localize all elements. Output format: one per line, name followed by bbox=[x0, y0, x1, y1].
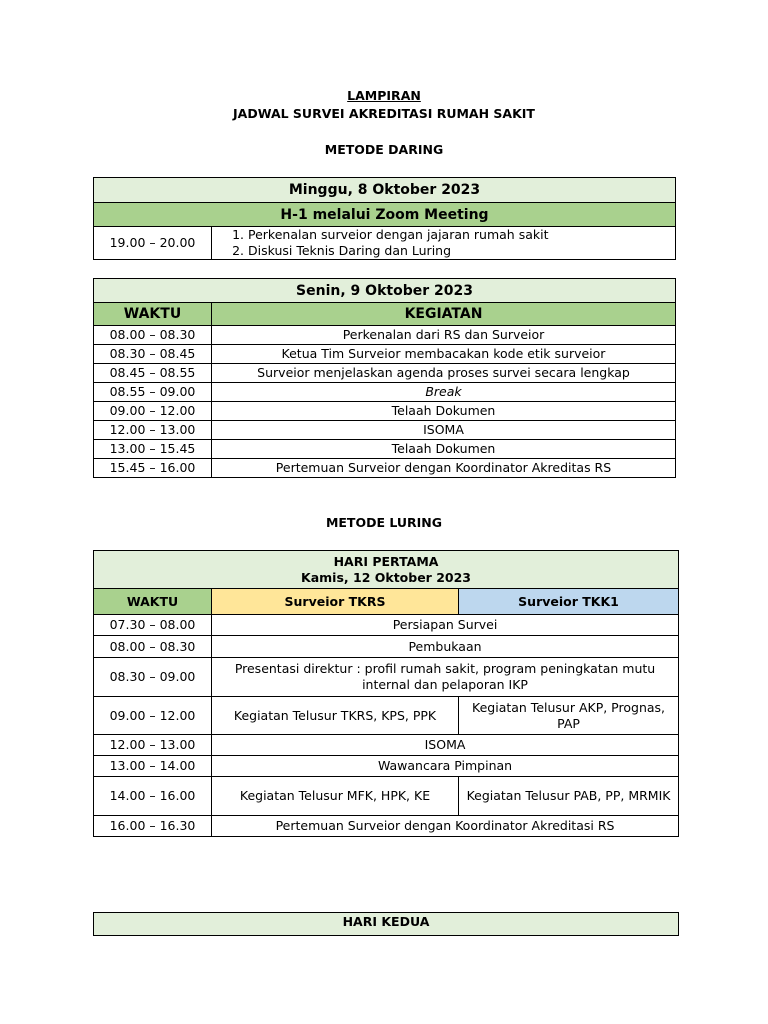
time-cell: 19.00 – 20.00 bbox=[94, 227, 212, 260]
time-cell: 15.45 – 16.00 bbox=[94, 459, 212, 478]
time-cell: 08.55 – 09.00 bbox=[94, 383, 212, 402]
table-hari-pertama bbox=[93, 550, 679, 837]
time-cell: 09.00 – 12.00 bbox=[94, 697, 212, 735]
day-title: HARI PERTAMA bbox=[333, 553, 439, 569]
activity-cell: Pertemuan Surveior dengan Koordinator Akreditas RS bbox=[212, 459, 676, 478]
time-cell: 08.00 – 08.30 bbox=[94, 326, 212, 345]
time-cell: 08.00 – 08.30 bbox=[94, 636, 212, 658]
day-date: Kamis, 12 Oktober 2023 bbox=[301, 569, 471, 585]
list-item: 1. Perkenalan surveior dengan jajaran rumah sakit bbox=[248, 227, 671, 243]
activity-cell: ISOMA bbox=[212, 421, 676, 440]
column-header-tkk1: Surveior TKK1 bbox=[459, 589, 679, 615]
table-row bbox=[94, 615, 679, 636]
activity-cell: Perkenalan dari RS dan Surveior bbox=[212, 326, 676, 345]
metode-daring-heading: METODE DARING bbox=[324, 142, 444, 157]
activity-cell: Pembukaan bbox=[212, 636, 679, 658]
table-row bbox=[94, 326, 676, 345]
activity-cell: Presentasi direktur : profil rumah sakit, program peningkatan mutu internal dan pelaporan IKP bbox=[212, 658, 679, 697]
table-row bbox=[94, 459, 676, 478]
time-cell: 12.00 – 13.00 bbox=[94, 735, 212, 756]
list-item: 2. Diskusi Teknis Daring dan Luring bbox=[248, 243, 671, 259]
time-cell: 12.00 – 13.00 bbox=[94, 421, 212, 440]
column-header-tkrs: Surveior TKRS bbox=[212, 589, 459, 615]
activity-cell: Persiapan Survei bbox=[212, 615, 679, 636]
activity-cell: Pertemuan Surveior dengan Koordinator Akreditasi RS bbox=[212, 816, 679, 837]
document-title: JADWAL SURVEI AKREDITASI RUMAH SAKIT bbox=[233, 106, 535, 121]
activity-cell: Break bbox=[212, 383, 676, 402]
table-row bbox=[94, 735, 679, 756]
table-row bbox=[94, 345, 676, 364]
column-header-waktu: WAKTU bbox=[94, 589, 212, 615]
column-header-waktu: WAKTU bbox=[94, 303, 212, 326]
table-row bbox=[94, 777, 679, 816]
metode-luring-heading: METODE LURING bbox=[325, 515, 443, 530]
activity-list-cell bbox=[212, 227, 676, 260]
time-cell: 13.00 – 14.00 bbox=[94, 756, 212, 777]
activity-cell: Telaah Dokumen bbox=[212, 440, 676, 459]
table-row bbox=[94, 383, 676, 402]
activity-cell: Wawancara Pimpinan bbox=[212, 756, 679, 777]
table-senin bbox=[93, 278, 676, 478]
lampiran-heading: LAMPIRAN bbox=[347, 88, 421, 103]
table-row bbox=[94, 636, 679, 658]
column-header-kegiatan: KEGIATAN bbox=[212, 303, 676, 326]
tkk1-activity-cell: Kegiatan Telusur AKP, Prognas, PAP bbox=[459, 697, 679, 735]
table-hari-kedua bbox=[93, 912, 679, 936]
time-cell: 08.45 – 08.55 bbox=[94, 364, 212, 383]
table-row bbox=[94, 402, 676, 421]
day-date: Minggu, 8 Oktober 2023 bbox=[94, 178, 676, 203]
time-cell: 08.30 – 08.45 bbox=[94, 345, 212, 364]
day-date: Senin, 9 Oktober 2023 bbox=[94, 279, 676, 303]
time-cell: 14.00 – 16.00 bbox=[94, 777, 212, 816]
activity-cell: Telaah Dokumen bbox=[212, 402, 676, 421]
table-row bbox=[94, 658, 679, 697]
table-row bbox=[94, 364, 676, 383]
activity-cell: Surveior menjelaskan agenda proses survei secara lengkap bbox=[212, 364, 676, 383]
time-cell: 08.30 – 09.00 bbox=[94, 658, 212, 697]
day-subtitle: H-1 melalui Zoom Meeting bbox=[94, 203, 676, 227]
table-row bbox=[94, 756, 679, 777]
activity-cell: Ketua Tim Surveior membacakan kode etik surveior bbox=[212, 345, 676, 364]
day-title: HARI KEDUA bbox=[94, 913, 679, 936]
activity-list bbox=[216, 227, 671, 259]
table-row bbox=[94, 697, 679, 735]
table-row bbox=[94, 421, 676, 440]
activity-cell: ISOMA bbox=[212, 735, 679, 756]
tkk1-activity-cell: Kegiatan Telusur PAB, PP, MRMIK bbox=[459, 777, 679, 816]
time-cell: 07.30 – 08.00 bbox=[94, 615, 212, 636]
day-header bbox=[94, 551, 679, 589]
table-minggu bbox=[93, 177, 676, 260]
time-cell: 16.00 – 16.30 bbox=[94, 816, 212, 837]
time-cell: 09.00 – 12.00 bbox=[94, 402, 212, 421]
time-cell: 13.00 – 15.45 bbox=[94, 440, 212, 459]
tkrs-activity-cell: Kegiatan Telusur TKRS, KPS, PPK bbox=[212, 697, 459, 735]
tkrs-activity-cell: Kegiatan Telusur MFK, HPK, KE bbox=[212, 777, 459, 816]
table-row bbox=[94, 816, 679, 837]
table-row bbox=[94, 440, 676, 459]
